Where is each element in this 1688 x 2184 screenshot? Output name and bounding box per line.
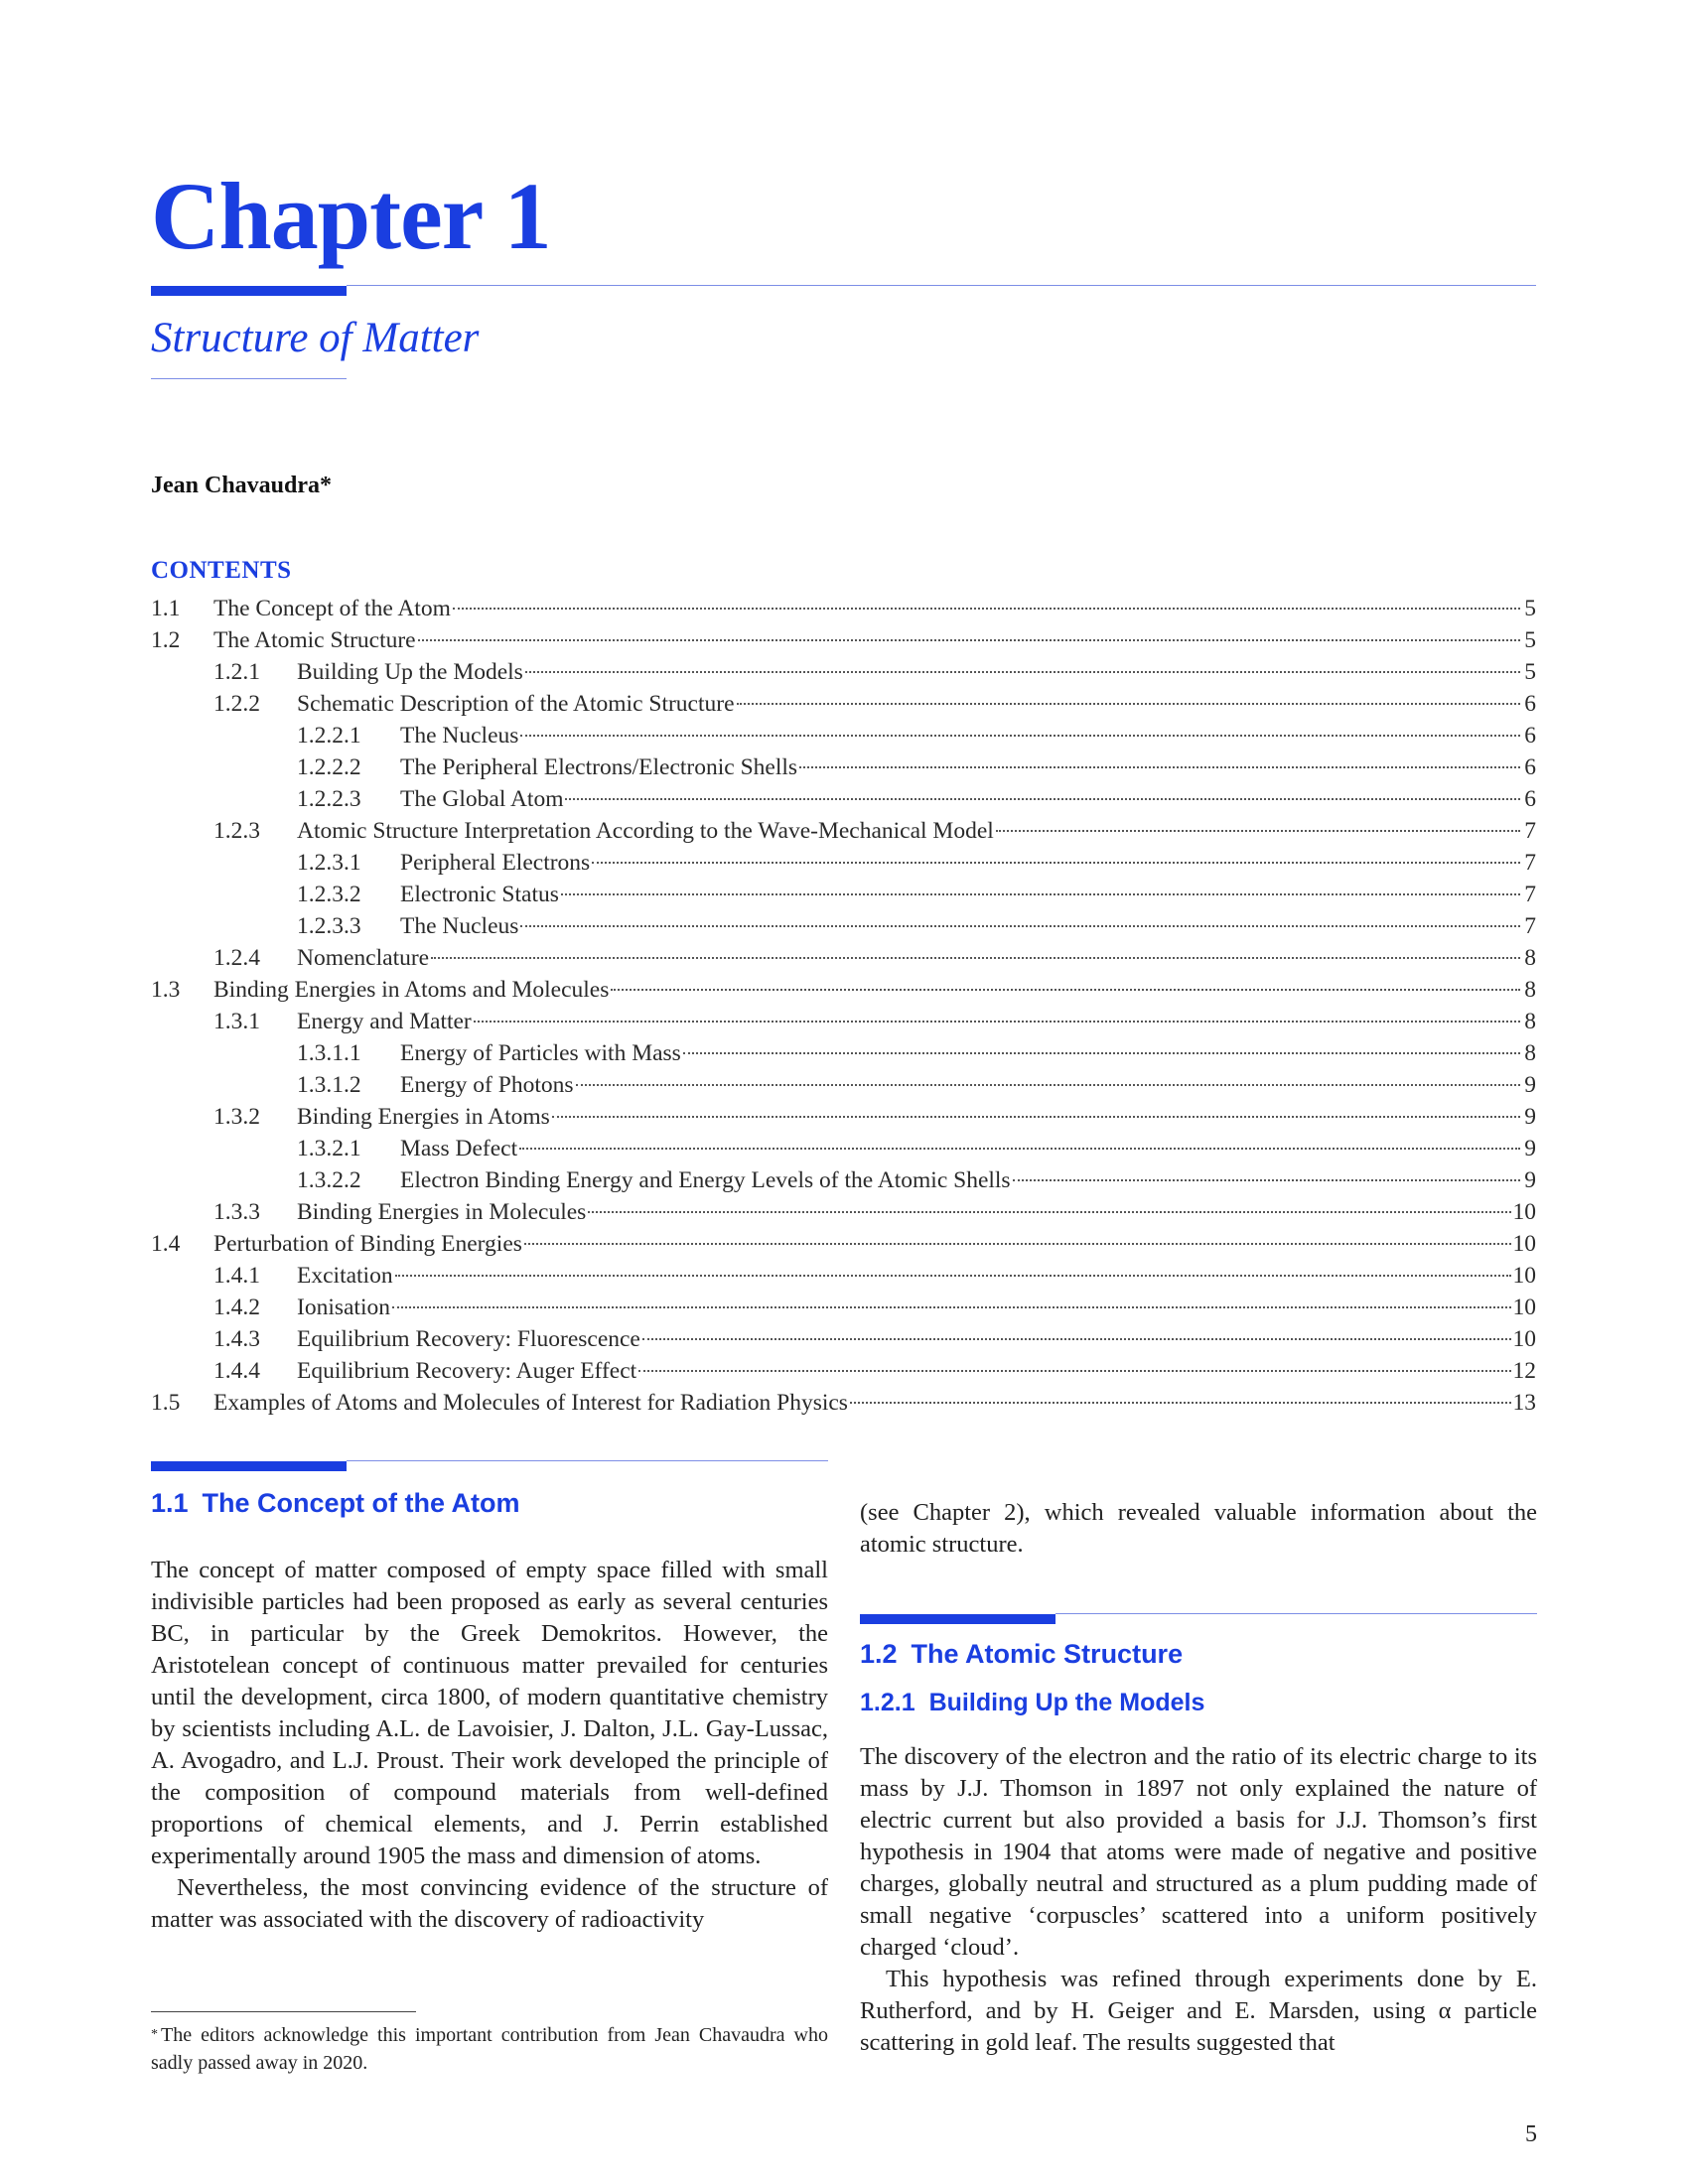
toc-entry-number: 1.2.2.1 (297, 723, 361, 749)
toc-entry-number: 1.2.2.2 (297, 754, 361, 780)
toc-entry-page: 7 (1524, 882, 1536, 907)
chapter-title: Structure of Matter (151, 315, 480, 361)
toc-entry-number: 1.4.1 (213, 1263, 260, 1289)
toc-entry[interactable] (151, 1231, 1536, 1263)
toc-leader-dots (520, 924, 1520, 927)
contents-heading: CONTENTS (151, 557, 292, 584)
paragraph: Nevertheless, the most convincing evidence of the structure of matter was associated with the discovery of radioactivity (151, 1874, 828, 1933)
toc-entry-page: 10 (1512, 1231, 1536, 1257)
toc-entry-page: 10 (1512, 1263, 1536, 1289)
section-1-2-1-body (860, 1741, 1537, 2059)
toc-entry-number: 1.3.1.2 (297, 1072, 361, 1098)
toc-leader-dots (431, 956, 1520, 959)
toc-entry-title: The Concept of the Atom (213, 596, 451, 621)
toc-leader-dots (520, 734, 1520, 737)
toc-entry[interactable] (151, 1167, 1536, 1199)
section-rule-accent (860, 1614, 1055, 1624)
section-heading-1-2 (860, 1639, 1183, 1670)
toc-leader-dots (561, 892, 1520, 895)
toc-entry-title: The Nucleus (400, 913, 519, 939)
toc-entry-page: 9 (1524, 1167, 1536, 1193)
toc-entry-number: 1.2.1 (213, 659, 260, 685)
toc-entry-title: The Global Atom (400, 786, 564, 812)
toc-entry-page: 10 (1512, 1295, 1536, 1320)
page-number: 5 (1525, 2121, 1537, 2147)
toc-entry-page: 6 (1524, 691, 1536, 717)
toc-entry-number: 1.3.2.2 (297, 1167, 361, 1193)
toc-entry-number: 1.3 (151, 977, 181, 1003)
toc-entry-title: Atomic Structure Interpretation According to the Wave-Mechanical Model (297, 818, 994, 844)
toc-entry-number: 1.2.2.3 (297, 786, 361, 812)
toc-entry-page: 9 (1524, 1104, 1536, 1130)
toc-leader-dots (576, 1083, 1520, 1086)
toc-entry[interactable] (151, 1136, 1536, 1167)
toc-entry-page: 6 (1524, 754, 1536, 780)
toc-leader-dots (683, 1051, 1520, 1054)
toc-entry-number: 1.3.1.1 (297, 1040, 361, 1066)
toc-leader-dots (850, 1401, 1511, 1404)
section-number: 1.1 (151, 1488, 189, 1518)
toc-entry[interactable] (151, 1009, 1536, 1040)
toc-entry-page: 7 (1524, 818, 1536, 844)
section-title: The Concept of the Atom (202, 1488, 520, 1518)
toc-entry-title: Nomenclature (297, 945, 430, 971)
toc-entry-number: 1.2.3 (213, 818, 260, 844)
toc-entry-title: Perturbation of Binding Energies (213, 1231, 522, 1257)
toc-leader-dots (524, 1242, 1511, 1245)
toc-entry-number: 1.3.3 (213, 1199, 260, 1225)
toc-entry[interactable] (151, 659, 1536, 691)
toc-entry[interactable] (151, 850, 1536, 882)
chapter-rule-accent (151, 286, 347, 296)
toc-entry[interactable] (151, 1358, 1536, 1390)
toc-entry-title: Electronic Status (400, 882, 559, 907)
footnote (151, 2021, 828, 2077)
toc-entry-number: 1.1 (151, 596, 181, 621)
toc-entry[interactable] (151, 1040, 1536, 1072)
toc-entry-title: Electron Binding Energy and Energy Levels of the Atomic Shells (400, 1167, 1011, 1193)
section-rule-line (1055, 1613, 1537, 1614)
section-number: 1.2 (860, 1639, 898, 1669)
toc-entry[interactable] (151, 913, 1536, 945)
toc-entry-page: 5 (1524, 627, 1536, 653)
paragraph: (see Chapter 2), which revealed valuable information about the atomic structure. (860, 1499, 1537, 1558)
toc-entry-page: 8 (1524, 1040, 1536, 1066)
toc-leader-dots (588, 1210, 1510, 1213)
toc-entry-page: 12 (1512, 1358, 1536, 1384)
section-rule-accent (151, 1461, 347, 1471)
toc-entry[interactable] (151, 1104, 1536, 1136)
toc-entry-number: 1.4.3 (213, 1326, 260, 1352)
chapter-label: Chapter 1 (151, 163, 551, 269)
chapter-rule-line (347, 285, 1536, 286)
toc-leader-dots (642, 1337, 1511, 1340)
toc-entry-page: 10 (1512, 1199, 1536, 1225)
toc-entry[interactable] (151, 818, 1536, 850)
toc-entry[interactable] (151, 945, 1536, 977)
chapter-author: Jean Chavaudra* (151, 473, 333, 498)
toc-leader-dots (996, 829, 1520, 832)
toc-entry[interactable] (151, 1263, 1536, 1295)
toc-entry[interactable] (151, 1072, 1536, 1104)
toc-entry-title: The Peripheral Electrons/Electronic Shells (400, 754, 798, 780)
toc-entry-page: 7 (1524, 913, 1536, 939)
toc-entry-number: 1.2.4 (213, 945, 260, 971)
toc-leader-dots (453, 607, 1520, 610)
toc-leader-dots (737, 702, 1520, 705)
toc-entry-page: 8 (1524, 977, 1536, 1003)
toc-leader-dots (611, 988, 1520, 991)
toc-entry-number: 1.3.2.1 (297, 1136, 361, 1161)
section-title: The Atomic Structure (911, 1639, 1184, 1669)
toc-leader-dots (474, 1020, 1520, 1023)
toc-entry[interactable] (151, 1199, 1536, 1231)
toc-entry-page: 8 (1524, 1009, 1536, 1034)
toc-leader-dots (525, 670, 1520, 673)
toc-entry[interactable] (151, 882, 1536, 913)
toc-entry-title: Examples of Atoms and Molecules of Interest for Radiation Physics (213, 1390, 848, 1416)
toc-leader-dots (565, 797, 1520, 800)
toc-leader-dots (392, 1305, 1511, 1308)
toc-entry-title: Schematic Description of the Atomic Structure (297, 691, 735, 717)
toc-entry-number: 1.4.4 (213, 1358, 260, 1384)
toc-leader-dots (395, 1274, 1511, 1277)
toc-entry-title: The Nucleus (400, 723, 519, 749)
toc-entry-page: 9 (1524, 1072, 1536, 1098)
toc-entry-number: 1.4 (151, 1231, 181, 1257)
footnote-text: The editors acknowledge this important contribution from Jean Chavaudra who sadly passed away in 2020. (151, 2024, 828, 2074)
toc-entry-number: 1.2.3.3 (297, 913, 361, 939)
footnote-mark: * (151, 2027, 158, 2042)
toc-entry-title: Peripheral Electrons (400, 850, 591, 876)
toc-entry[interactable] (151, 596, 1536, 627)
toc-entry-title: Binding Energies in Atoms (297, 1104, 550, 1130)
toc-leader-dots (552, 1115, 1520, 1118)
toc-entry-page: 13 (1512, 1390, 1536, 1416)
toc-entry-page: 6 (1524, 786, 1536, 812)
toc-entry-number: 1.3.2 (213, 1104, 260, 1130)
subsection-title: Building Up the Models (928, 1689, 1205, 1716)
table-of-contents (151, 596, 1536, 1422)
toc-entry-number: 1.3.1 (213, 1009, 260, 1034)
section-rule-line (347, 1460, 828, 1461)
toc-entry-page: 5 (1524, 596, 1536, 621)
toc-leader-dots (1013, 1178, 1520, 1181)
subsection-heading-1-2-1 (860, 1689, 1204, 1717)
toc-entry[interactable] (151, 627, 1536, 659)
toc-entry-number: 1.2 (151, 627, 181, 653)
toc-entry-page: 7 (1524, 850, 1536, 876)
toc-leader-dots (418, 638, 1520, 641)
toc-entry-title: Excitation (297, 1263, 393, 1289)
toc-entry-number: 1.4.2 (213, 1295, 260, 1320)
toc-entry-title: Energy and Matter (297, 1009, 472, 1034)
toc-leader-dots (592, 861, 1520, 864)
subsection-number: 1.2.1 (860, 1689, 915, 1716)
toc-entry-title: Building Up the Models (297, 659, 523, 685)
toc-entry-title: The Atomic Structure (213, 627, 416, 653)
toc-entry-title: Energy of Particles with Mass (400, 1040, 681, 1066)
toc-entry[interactable] (151, 1326, 1536, 1358)
toc-entry-number: 1.2.2 (213, 691, 260, 717)
toc-entry-page: 5 (1524, 659, 1536, 685)
toc-leader-dots (519, 1147, 1520, 1150)
toc-leader-dots (638, 1369, 1510, 1372)
paragraph: The discovery of the electron and the ratio of its electric charge to its mass by J.J. Thomson in 1897 not only explained the nature of electric current but also provided a basis for J.J. Thomson’s first hypothesis in 1904 that atoms were made of negative and positive charges, globally neutral and structured as a plum pudding made of small negative ‘corpuscles’ scattered into a uniform positively charged ‘cloud’. (860, 1743, 1537, 1961)
toc-entry-title: Equilibrium Recovery: Auger Effect (297, 1358, 637, 1384)
toc-entry[interactable] (151, 723, 1536, 754)
toc-entry-page: 10 (1512, 1326, 1536, 1352)
toc-entry-page: 9 (1524, 1136, 1536, 1161)
paragraph: The concept of matter composed of empty space filled with small indivisible particles had been proposed as early as several centuries BC, in particular by the Greek Demokritos. However, the Aristotelean concept of continuous matter prevailed for centuries until the development, circa 1800, of modern quantitative chemistry by scientists including A.L. de Lavoisier, J. Dalton, J.L. Gay-Lussac, A. Avogadro, and L.J. Proust. Their work developed the principle of the composition of compound materials from well-defined proportions of chemical elements, and J. Perrin established experimentally around 1905 the mass and dimension of atoms. (151, 1557, 828, 1869)
right-column-continuation (860, 1497, 1537, 1561)
toc-entry[interactable] (151, 1295, 1536, 1326)
section-1-1-body (151, 1555, 828, 1936)
toc-entry[interactable] (151, 977, 1536, 1009)
toc-entry-page: 8 (1524, 945, 1536, 971)
toc-entry-title: Mass Defect (400, 1136, 518, 1161)
toc-entry-number: 1.2.3.2 (297, 882, 361, 907)
toc-entry-title: Binding Energies in Atoms and Molecules (213, 977, 610, 1003)
toc-entry[interactable] (151, 786, 1536, 818)
toc-entry[interactable] (151, 1390, 1536, 1422)
paragraph: This hypothesis was refined through experiments done by E. Rutherford, and by H. Geiger and E. Marsden, using α particle scattering in gold leaf. The results suggested that (860, 1966, 1537, 2056)
toc-entry-page: 6 (1524, 723, 1536, 749)
toc-entry-title: Equilibrium Recovery: Fluorescence (297, 1326, 640, 1352)
toc-leader-dots (799, 765, 1520, 768)
toc-entry[interactable] (151, 754, 1536, 786)
toc-entry-number: 1.2.3.1 (297, 850, 361, 876)
toc-entry-title: Energy of Photons (400, 1072, 574, 1098)
toc-entry[interactable] (151, 691, 1536, 723)
toc-entry-title: Binding Energies in Molecules (297, 1199, 587, 1225)
footnote-rule (151, 2011, 416, 2012)
toc-entry-title: Ionisation (297, 1295, 390, 1320)
chapter-title-underline (151, 378, 347, 379)
toc-entry-number: 1.5 (151, 1390, 181, 1416)
section-heading-1-1 (151, 1488, 520, 1519)
